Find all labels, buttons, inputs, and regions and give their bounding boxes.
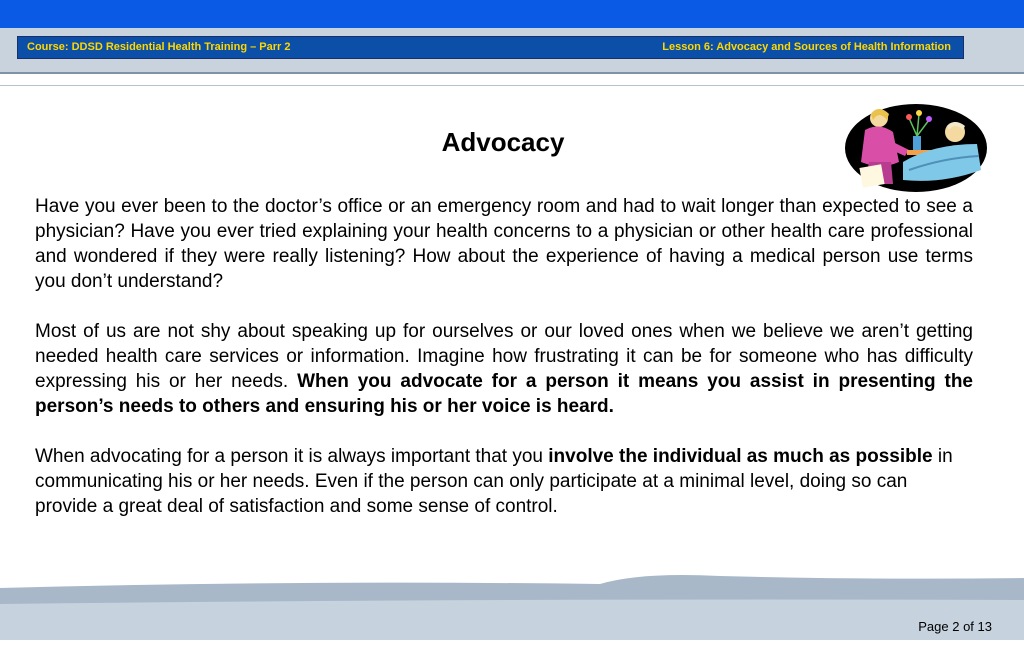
paragraph-2-bold: When you advocate for a person it means you assist in presenting the person’s needs to others and ensuring his or her voice is heard. [35,371,974,417]
paragraph-3-bold: involve the individual as much as possible [548,446,933,467]
slide-body [35,194,973,544]
footer-band [0,570,1024,640]
slide-title: Advocacy [441,127,565,157]
lesson-title: Lesson 6: Advocacy and Sources of Health Information [662,41,951,53]
paragraph-2 [35,319,973,419]
paragraph-3-text-a: When advocating for a person it is always important that you [35,446,549,467]
doctor-patient-clipart-icon [843,100,989,196]
course-header [17,36,964,59]
paragraph-3-text-b: in communicating his or her needs. Even if the person can only participate at a minimal level, doing so can provide a great deal of satisfaction and some sense of control. [35,446,953,517]
top-blue-bar [0,0,1024,28]
paragraph-2-text: Most of us are not shy about speaking up for ourselves or our loved ones when we believe we aren’t getting needed health care services or information. Imagine how frustrating it can be for someone who has difficulty expressing his or her needs. [35,321,973,392]
course-title: Course: DDSD Residential Health Training – Parr 2 [27,41,291,53]
header-rule [0,72,1024,74]
paragraph-3 [35,444,965,519]
paragraph-1: Have you ever been to the doctor’s office or an emergency room and had to wait longer than expected to see a physician? Have you ever tried explaining your health concerns to a physician or other health care professional and wondered if they were really listening? How about the experience of having a medical person use terms you don’t understand? [35,196,973,292]
page-number: Page 2 of 13 [918,619,992,634]
header-rule-thin [0,85,1024,86]
